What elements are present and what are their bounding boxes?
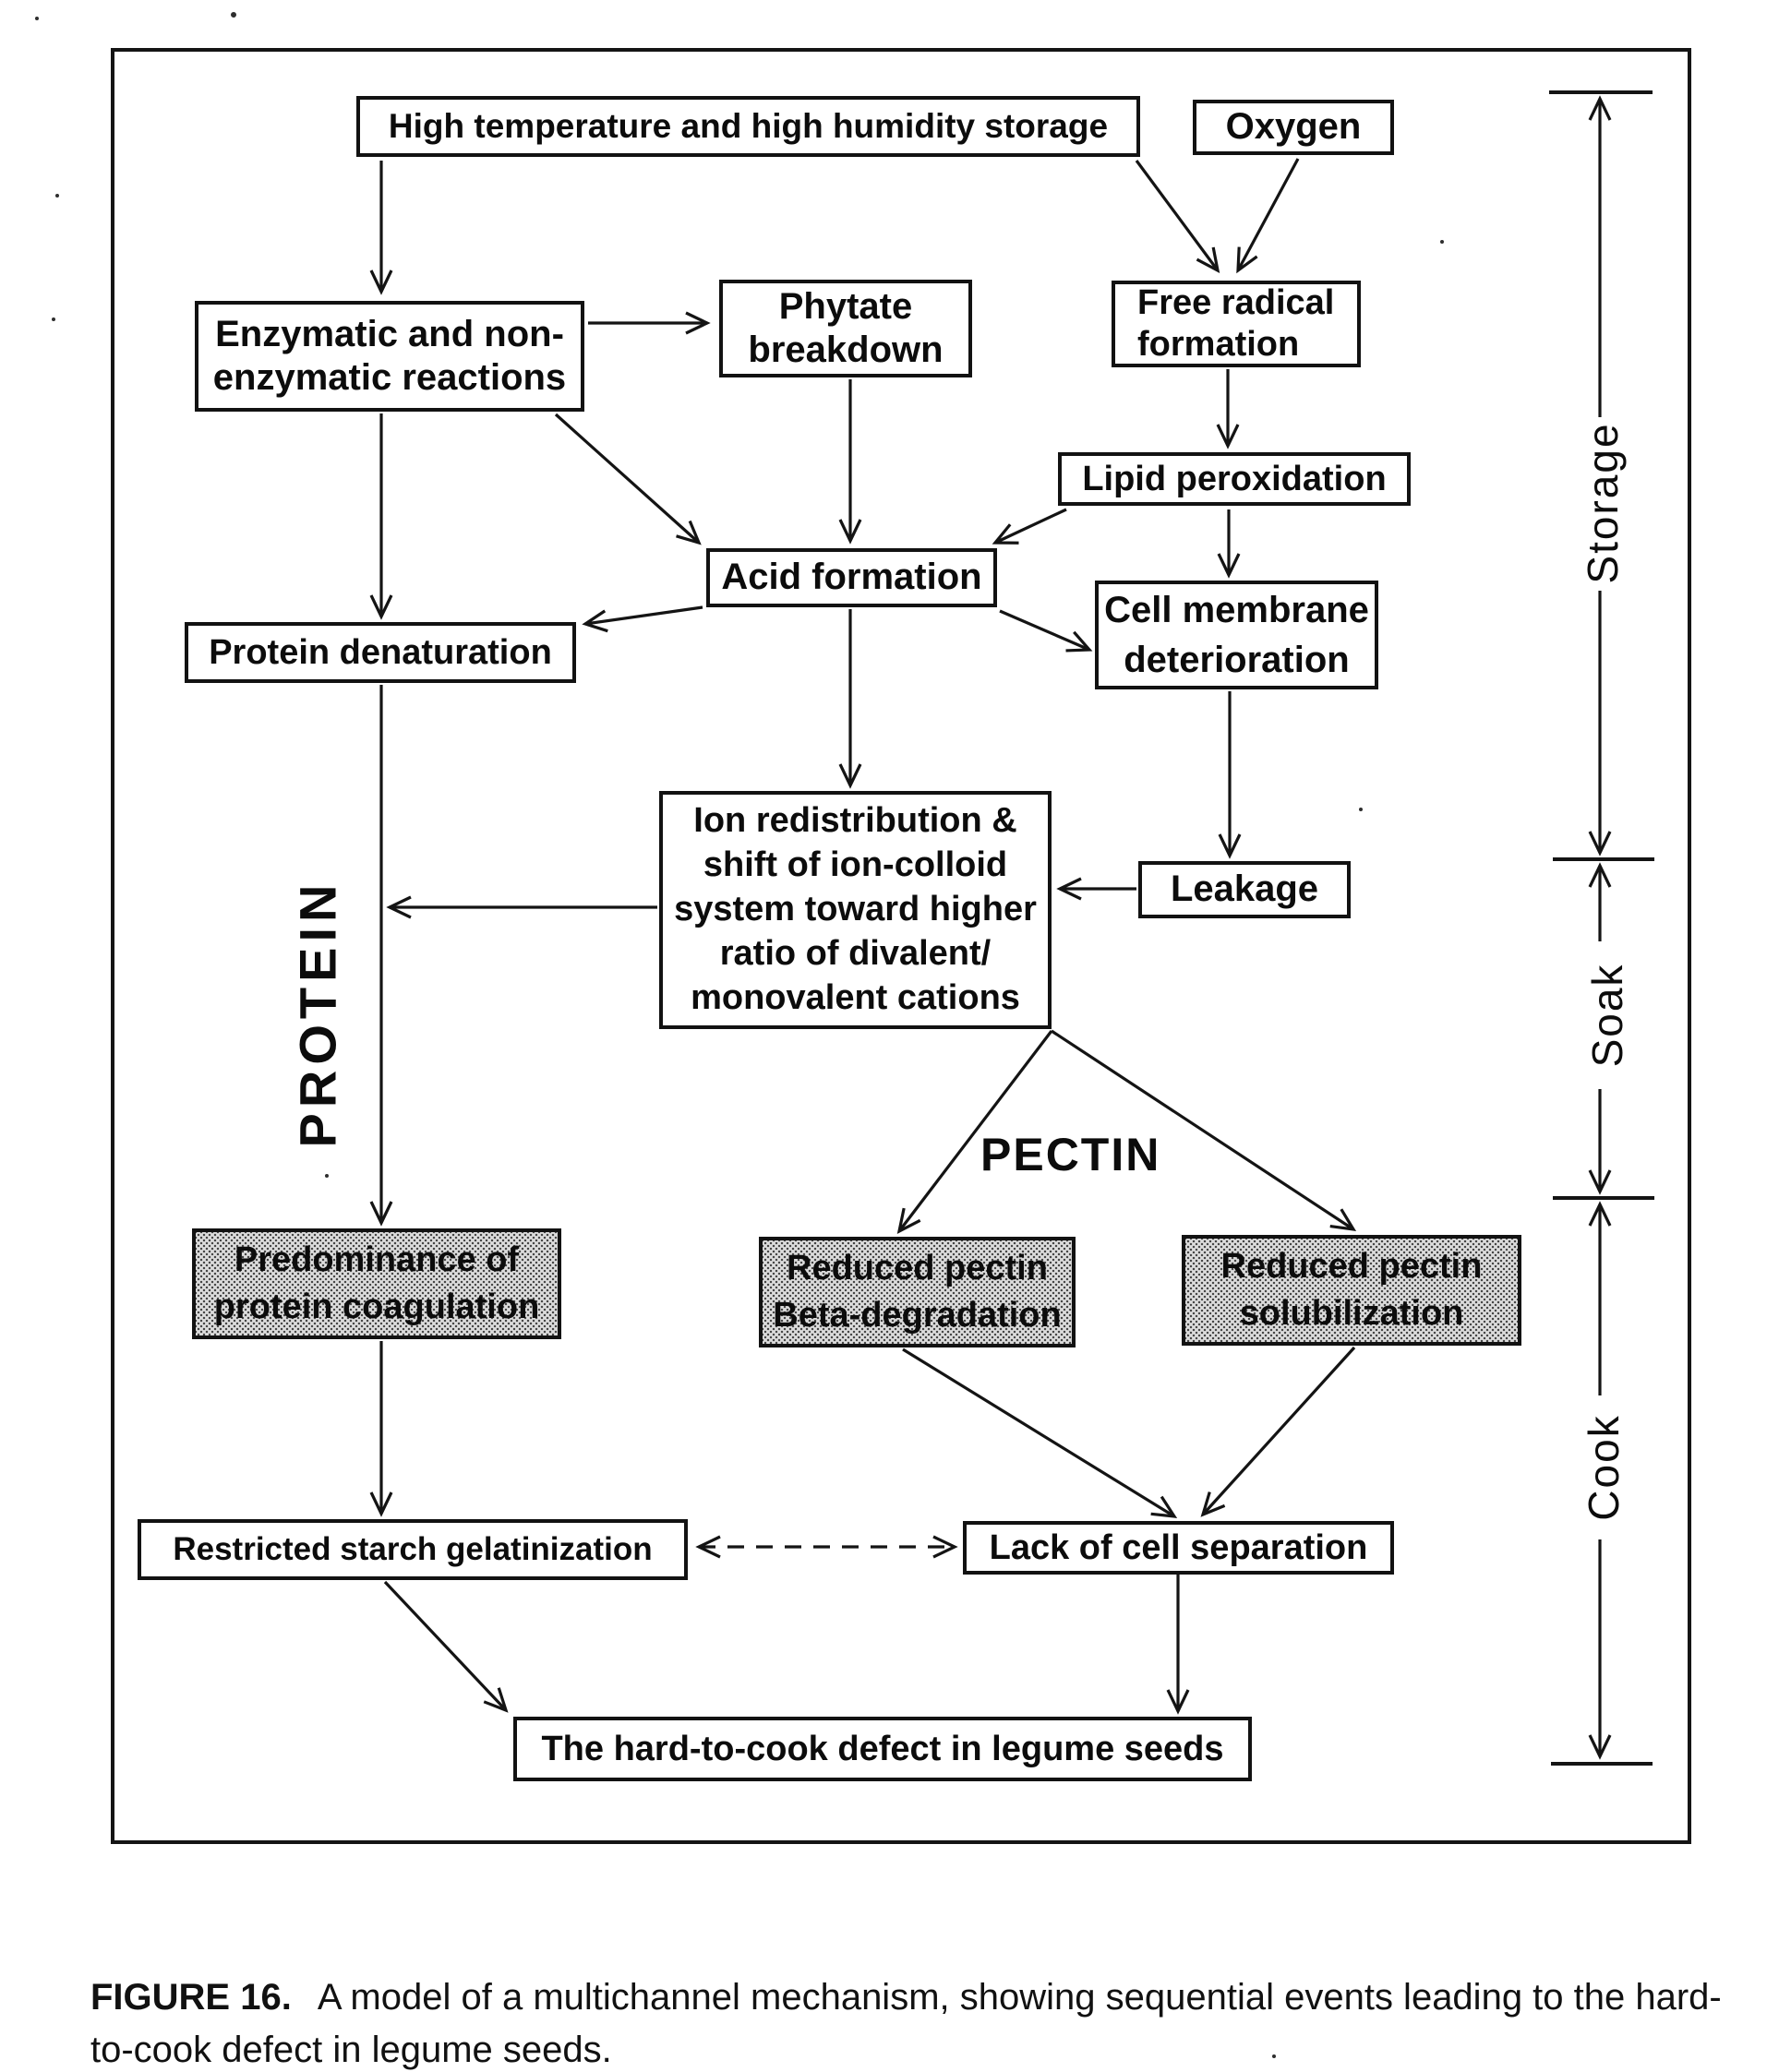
arrow-starch-to-hardtocook xyxy=(385,1582,506,1710)
node-phytate-breakdown xyxy=(719,280,972,377)
arrow-oxygen-to-freeradical xyxy=(1238,159,1298,270)
node-label: Cell membrane xyxy=(1104,590,1369,630)
node-label: Acid formation xyxy=(721,557,982,598)
arrow-acid-to-proteindenaturation xyxy=(585,607,703,624)
node-label: Phytate xyxy=(778,285,913,327)
node-label: Reduced pectin xyxy=(787,1248,1048,1288)
arrow-acid-to-cellmembrane xyxy=(1000,611,1089,650)
node-label: enzymatic reactions xyxy=(212,357,567,398)
node-label: Restricted starch gelatinization xyxy=(173,1531,653,1568)
node-lipid-peroxidation xyxy=(1058,452,1411,506)
node-oxygen xyxy=(1193,100,1394,155)
node-label: Lipid peroxidation xyxy=(1082,459,1387,498)
node-label: protein coagulation xyxy=(213,1288,540,1326)
phase-label-cook: Cook xyxy=(1580,1414,1628,1521)
node-label: formation xyxy=(1137,325,1300,364)
node-hard-to-cook-defect xyxy=(513,1717,1252,1781)
node-lack-of-cell-separation xyxy=(963,1521,1394,1575)
figure-number: FIGURE 16. xyxy=(90,1977,292,2018)
node-label: Leakage xyxy=(1170,868,1319,910)
node-free-radical-formation xyxy=(1112,281,1361,367)
arrow-enzymatic-to-acid xyxy=(556,414,699,543)
node-label: Enzymatic and non- xyxy=(215,313,564,354)
arrow-betadegradation-to-cellseparation xyxy=(903,1349,1174,1516)
figure-caption xyxy=(90,1971,1738,2072)
arrow-lipid-to-acid xyxy=(995,509,1066,543)
node-acid-formation xyxy=(706,548,997,607)
node-leakage xyxy=(1138,861,1351,918)
node-reduced-pectin-beta-degradation xyxy=(759,1237,1076,1347)
node-cell-membrane-deterioration xyxy=(1095,581,1378,689)
node-reduced-pectin-solubilization xyxy=(1182,1235,1521,1346)
node-label: breakdown xyxy=(748,329,944,370)
node-high-temp-storage xyxy=(356,96,1140,157)
node-label: Oxygen xyxy=(1225,106,1362,148)
protein-pathway-label: PROTEIN xyxy=(288,879,347,1148)
node-label: Protein denaturation xyxy=(209,632,552,672)
phase-label-soak: Soak xyxy=(1583,963,1631,1068)
figure-caption-text: A model of a multichannel mechanism, showing sequential events leading to the hard-to-cook defect in legume seeds. xyxy=(90,1977,1722,2070)
node-label: High temperature and high humidity storage xyxy=(388,107,1109,146)
node-label: Predominance of xyxy=(234,1240,520,1279)
node-protein-coagulation xyxy=(192,1228,561,1339)
node-label: shift of ion-colloid xyxy=(703,845,1008,885)
arrow-solubilization-to-cellseparation xyxy=(1203,1347,1354,1515)
pectin-pathway-label: PECTIN xyxy=(980,1129,1161,1180)
phase-label-storage: Storage xyxy=(1579,422,1627,584)
node-label: Free radical xyxy=(1137,283,1335,323)
node-label: The hard-to-cook defect in legume seeds xyxy=(541,1729,1224,1768)
node-restricted-starch-gelatinization xyxy=(138,1519,688,1580)
node-label: Lack of cell separation xyxy=(989,1527,1368,1567)
node-label: Reduced pectin xyxy=(1220,1246,1483,1286)
node-label: Ion redistribution & xyxy=(693,801,1017,841)
node-protein-denaturation xyxy=(185,622,576,683)
node-label: system toward higher xyxy=(674,890,1037,929)
node-label: ratio of divalent/ xyxy=(719,933,992,973)
node-label: deterioration xyxy=(1124,640,1350,680)
node-label: solubilization xyxy=(1239,1294,1464,1333)
arrow-hightemp-to-freeradical xyxy=(1136,161,1218,270)
node-enzymatic-reactions xyxy=(195,301,584,412)
node-label: monovalent cations xyxy=(691,977,1020,1017)
node-label: Beta-degradation xyxy=(773,1296,1062,1335)
node-ion-redistribution xyxy=(659,791,1052,1029)
